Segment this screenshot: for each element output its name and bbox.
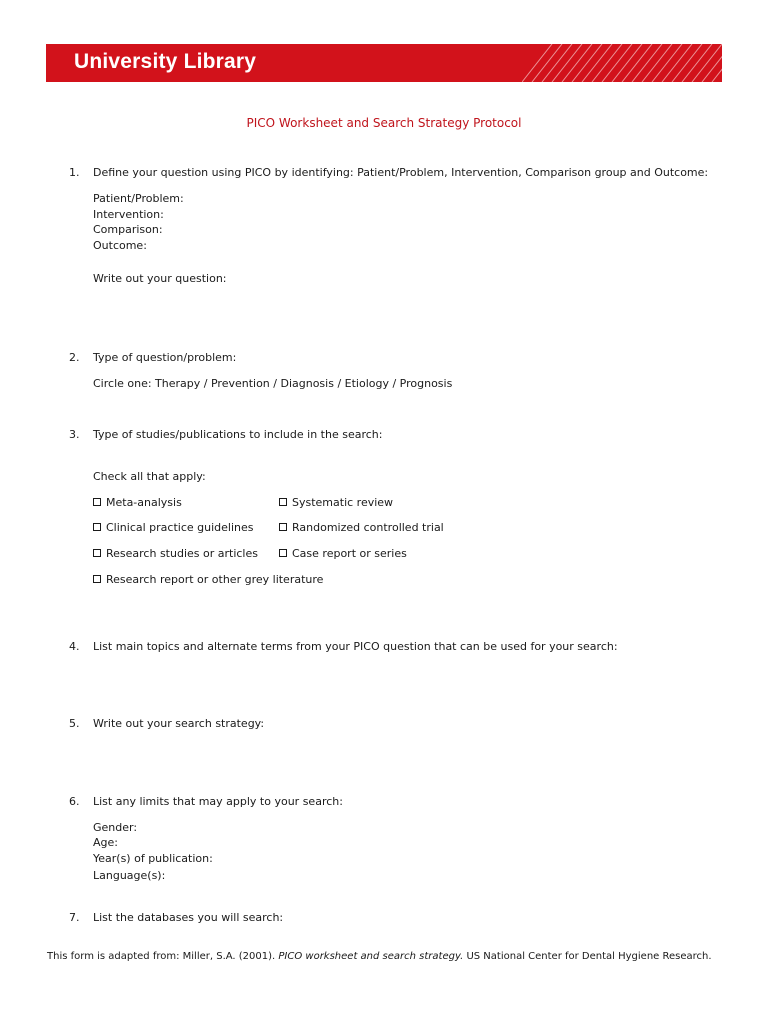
- option-label: Case report or series: [292, 547, 407, 560]
- q1-field-outcome: Outcome:: [93, 239, 147, 252]
- q6-number: 6.: [69, 795, 80, 808]
- option-case-report[interactable]: [279, 547, 407, 560]
- q1-field-comparison: Comparison:: [93, 223, 163, 236]
- option-systematic-review[interactable]: [279, 496, 393, 509]
- option-label: Research studies or articles: [106, 547, 258, 560]
- q5-number: 5.: [69, 717, 80, 730]
- q2-number: 2.: [69, 351, 80, 364]
- q1-field-intervention: Intervention:: [93, 208, 164, 221]
- checkbox-icon[interactable]: [279, 523, 287, 531]
- citation-prefix: This form is adapted from: Miller, S.A. (2001).: [47, 951, 279, 962]
- document-title: PICO Worksheet and Search Strategy Protocol: [246, 116, 522, 130]
- q7-number: 7.: [69, 911, 80, 924]
- option-clinical-guidelines[interactable]: [93, 521, 253, 534]
- option-label: Meta-analysis: [106, 496, 182, 509]
- q6-field-languages: Language(s):: [93, 869, 166, 882]
- checkbox-icon[interactable]: [279, 498, 287, 506]
- q7-text: List the databases you will search:: [93, 911, 284, 924]
- checkbox-icon[interactable]: [93, 575, 101, 583]
- q5-text: Write out your search strategy:: [93, 717, 265, 730]
- checkbox-icon[interactable]: [93, 549, 101, 557]
- option-label: Randomized controlled trial: [292, 521, 444, 534]
- q3-check-label: Check all that apply:: [93, 470, 206, 483]
- q6-field-gender: Gender:: [93, 821, 138, 834]
- q1-text: Define your question using PICO by identifying: Patient/Problem, Intervention, Comparison group and Outcome:: [93, 166, 709, 179]
- checkbox-icon[interactable]: [93, 523, 101, 531]
- q6-text: List any limits that may apply to your search:: [93, 795, 343, 808]
- q2-text: Type of question/problem:: [93, 351, 237, 364]
- q4-number: 4.: [69, 640, 80, 653]
- q6-field-years: Year(s) of publication:: [93, 852, 213, 865]
- q1-write-prompt: Write out your question:: [93, 272, 227, 285]
- citation-suffix: US National Center for Dental Hygiene Research.: [463, 951, 712, 962]
- option-meta-analysis[interactable]: [93, 496, 182, 509]
- option-label: Clinical practice guidelines: [106, 521, 254, 534]
- citation-title: PICO worksheet and search strategy.: [278, 951, 464, 962]
- q3-number: 3.: [69, 428, 80, 441]
- q2-circle-options: Circle one: Therapy / Prevention / Diagnosis / Etiology / Prognosis: [93, 377, 453, 390]
- banner-stripes-decoration: [522, 44, 722, 82]
- q6-field-age: Age:: [93, 836, 118, 849]
- option-label: Systematic review: [292, 496, 394, 509]
- header-banner: [46, 44, 722, 82]
- option-research-studies[interactable]: [93, 547, 258, 560]
- q4-text: List main topics and alternate terms from your PICO question that can be used for your search:: [93, 640, 618, 653]
- option-label: Research report or other grey literature: [106, 573, 324, 586]
- q1-field-patient: Patient/Problem:: [93, 192, 184, 205]
- option-grey-literature[interactable]: [93, 573, 323, 586]
- option-rct[interactable]: [279, 521, 444, 534]
- checkbox-icon[interactable]: [279, 549, 287, 557]
- q1-number: 1.: [69, 166, 80, 179]
- q3-text: Type of studies/publications to include in the search:: [93, 428, 383, 441]
- banner-title: University Library: [74, 50, 257, 73]
- footer-citation: [47, 951, 712, 962]
- checkbox-icon[interactable]: [93, 498, 101, 506]
